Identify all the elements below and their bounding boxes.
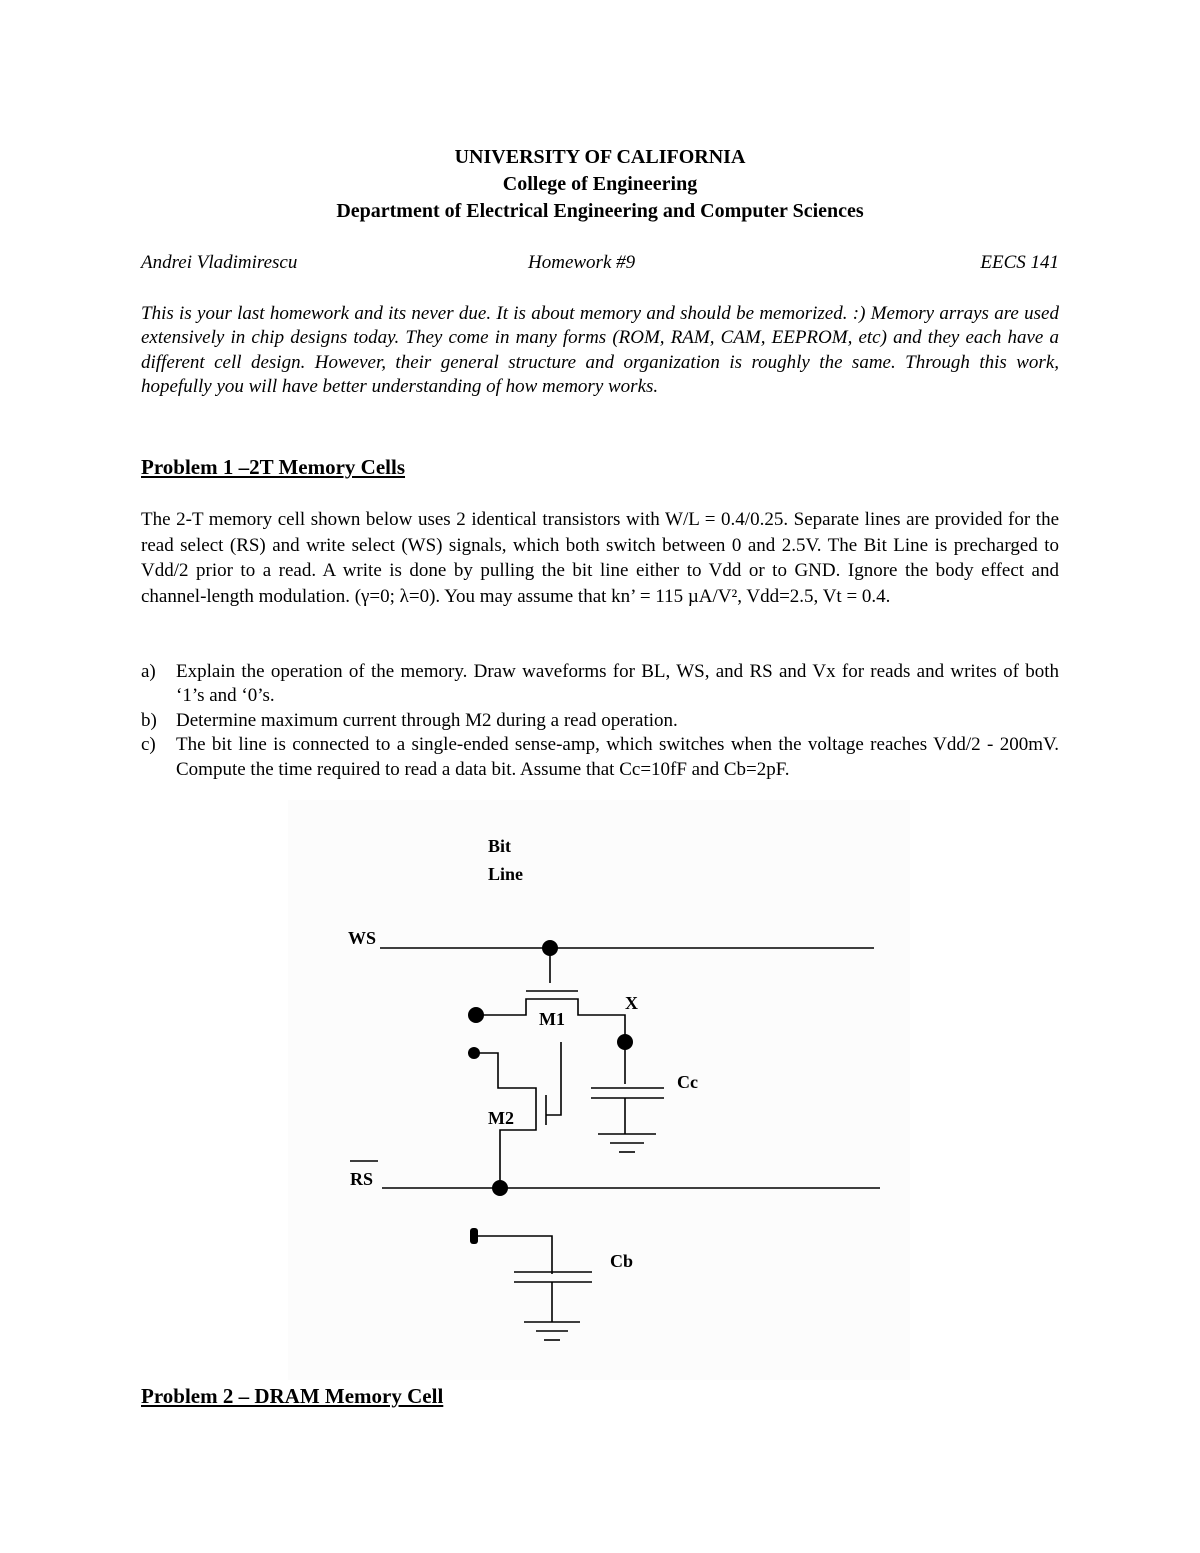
node-x-label: X xyxy=(625,993,638,1013)
bit-line-label-2: Line xyxy=(488,864,524,884)
cb-wire-top xyxy=(474,1236,552,1274)
university-heading: UNIVERSITY OF CALIFORNIA xyxy=(454,146,746,168)
part-text: Determine maximum current through M2 during a read operation. xyxy=(176,709,678,731)
author-name: Andrei Vladimirescu xyxy=(141,252,298,273)
problem-1-parts xyxy=(141,660,1059,782)
department-heading: Department of Electrical Engineering and Computer Sciences xyxy=(336,200,864,222)
rs-label: RS xyxy=(350,1169,374,1189)
part-label: c) xyxy=(141,734,156,756)
cc-label: Cc xyxy=(677,1072,698,1092)
college-heading: College of Engineering xyxy=(502,173,698,195)
bit-line-label-1: Bit xyxy=(488,836,512,856)
list-item xyxy=(141,733,1059,782)
assignment-title: Homework #9 xyxy=(528,252,636,273)
part-label: b) xyxy=(141,709,157,731)
part-text: Explain the operation of the memory. Draw waveforms for BL, WS, and RS and Vx for reads and writes of both ‘1’s and ‘0’s. xyxy=(176,661,1059,707)
course-code: EECS 141 xyxy=(980,252,1059,273)
m2-label: M2 xyxy=(488,1108,514,1128)
bitline-terminal-dot xyxy=(468,1007,484,1023)
intro-paragraph: This is your last homework and its never due. It is about memory and should be memorized. :) Memory arrays are used extensively in chip designs today. They come in many forms (ROM, RAM, CAM, EEPROM, etc) and they each have a different cell design. However, their general structure and organization is roughly the same. Through this work, hopefully you will have better understanding of how memory works. xyxy=(141,303,1059,398)
cb-terminal-dot xyxy=(470,1228,478,1244)
m2-gate-wire xyxy=(546,1042,561,1115)
node-x-dot xyxy=(617,1034,633,1050)
list-item xyxy=(141,709,1059,733)
m1-label: M1 xyxy=(539,1009,565,1029)
rs-junction-dot xyxy=(492,1180,508,1196)
problem-1-body: The 2-T memory cell shown below uses 2 identical transistors with W/L = 0.4/0.25. Separate lines are provided for the read select (RS) and write select (WS) signals, which both switch between 0 and 2.5V. The Bit Line is precharged to Vdd/2 prior to a read. A write is done by pulling the bit line either to Vdd or to GND. Ignore the body effect and channel-length modulation. (γ=0; λ=0). You may assume that kn’ = 115 µA/V², Vdd=2.5, Vt = 0.4. xyxy=(141,509,1059,607)
problem-2-title: Problem 2 – DRAM Memory Cell xyxy=(141,1384,444,1408)
ws-junction-dot xyxy=(542,940,558,956)
circuit-figure xyxy=(288,800,910,1380)
cb-label: Cb xyxy=(610,1251,634,1271)
part-text: The bit line is connected to a single-ended sense-amp, which switches when the voltage reaches Vdd/2 - 200mV. Compute the time required to read a data bit. Assume that Cc=10fF and Cb=2pF. xyxy=(176,734,1059,780)
list-item xyxy=(141,660,1059,709)
m2-terminal-dot xyxy=(468,1047,480,1059)
ws-label: WS xyxy=(348,928,377,948)
part-label: a) xyxy=(141,661,156,682)
problem-1-title: Problem 1 –2T Memory Cells xyxy=(141,455,406,479)
circuit-diagram xyxy=(288,800,910,1380)
